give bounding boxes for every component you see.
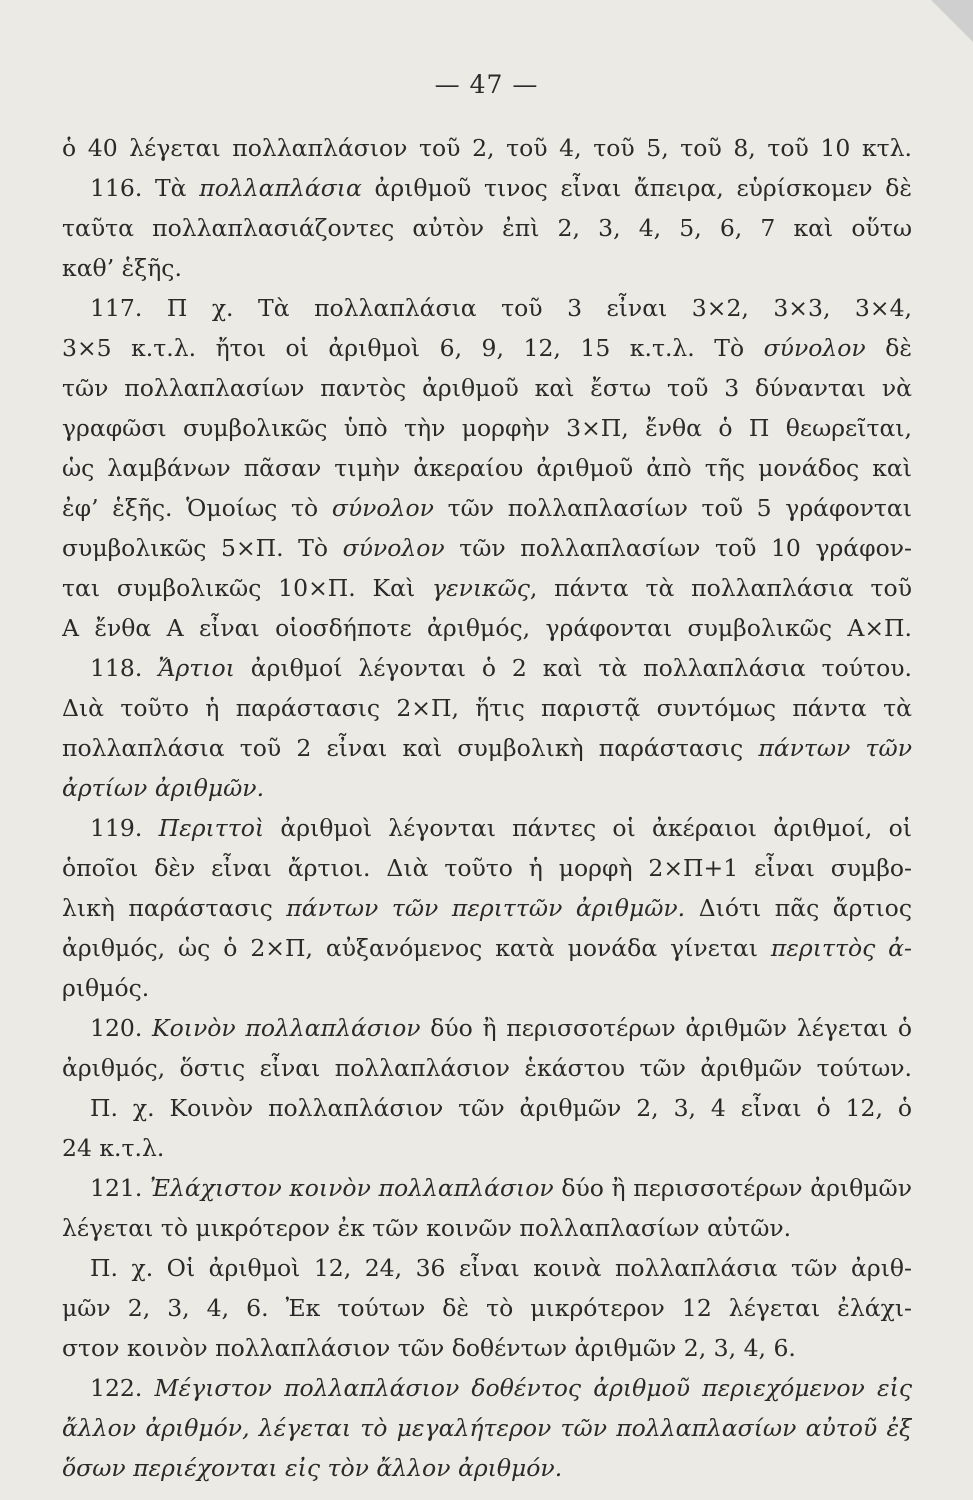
text-segment: τῶν πολλαπλασίων τοῦ 10 γράφον- bbox=[444, 534, 912, 562]
text-segment: ἀριθμοί λέγονται ὁ 2 καὶ τὰ πολλαπλάσια τούτου. bbox=[234, 654, 912, 682]
text-line bbox=[62, 208, 912, 248]
text-line bbox=[62, 1248, 912, 1288]
text-segment: , πάντα τὰ πολλαπλάσια τοῦ bbox=[529, 574, 912, 602]
page-number: — 47 — bbox=[434, 70, 539, 99]
text-segment: 117. Π χ. Τὰ πολλαπλάσια τοῦ 3 εἶναι 3×2, 3×3, 3×4, bbox=[90, 294, 912, 322]
text-segment: τῶν πολλαπλασίων παντὸς ἀριθμοῦ καὶ ἔστω τοῦ 3 δύνανται νὰ bbox=[62, 374, 912, 402]
text-segment: 118. bbox=[90, 654, 159, 682]
text-line bbox=[62, 968, 912, 1008]
text-segment: γραφῶσι συμβολικῶς ὑπὸ τὴν μορφὴν 3×Π, ἔνθα ὁ Π θεωρεῖται, bbox=[62, 414, 912, 442]
italic-term: ἄλλον ἀριθμόν, λέγεται τὸ μεγαλήτερον τῶν πολλαπλασίων αὐτοῦ ἐξ bbox=[62, 1414, 912, 1442]
italic-term: πάντων τῶν bbox=[758, 734, 912, 762]
italic-term: γενικῶς bbox=[432, 574, 530, 602]
text-line bbox=[62, 128, 912, 168]
italic-term: Μέγιστον πολλαπλάσιον δοθέντος ἀριθμοῦ περιεχόμενον εἰς bbox=[154, 1374, 912, 1402]
text-line bbox=[62, 328, 912, 368]
text-line bbox=[62, 1448, 912, 1488]
text-line bbox=[62, 1328, 912, 1368]
text-segment: 3×5 κ.τ.λ. ἤτοι οἱ ἀριθμοὶ 6, 9, 12, 15 κ.τ.λ. Τὸ bbox=[62, 334, 764, 362]
italic-term: ὅσων περιέχονται εἰς τὸν ἄλλον ἀριθμόν. bbox=[62, 1454, 563, 1482]
text-segment: 121. bbox=[90, 1174, 150, 1202]
text-segment: καθ’ ἑξῆς. bbox=[62, 254, 182, 282]
text-line bbox=[62, 248, 912, 288]
text-line bbox=[62, 1008, 912, 1048]
text-segment: Διότι πᾶς ἄρτιος bbox=[685, 894, 912, 922]
text-segment: 24 κ.τ.λ. bbox=[62, 1134, 165, 1162]
text-line bbox=[62, 568, 912, 608]
text-line bbox=[62, 1088, 912, 1128]
text-segment: στον κοινὸν πολλαπλάσιον τῶν δοθέντων ἀριθμῶν 2, 3, 4, 6. bbox=[62, 1334, 796, 1362]
text-line bbox=[62, 888, 912, 928]
text-segment: δύο ἢ περισσοτέρων ἀριθμῶν bbox=[553, 1174, 912, 1202]
text-segment: ριθμός. bbox=[62, 974, 150, 1002]
text-line bbox=[62, 168, 912, 208]
text-segment: μῶν 2, 3, 4, 6. Ἐκ τούτων δὲ τὸ μικρότερον 12 λέγεται ἐλάχι- bbox=[62, 1294, 912, 1322]
text-segment: τῶν πολλαπλασίων τοῦ 5 γράφονται bbox=[433, 494, 912, 522]
text-line bbox=[62, 1288, 912, 1328]
text-line bbox=[62, 528, 912, 568]
text-segment: Α ἔνθα Α εἶναι οἱοσδήποτε ἀριθμός, γράφονται συμβολικῶς Α×Π. bbox=[62, 614, 912, 642]
text-line bbox=[62, 1168, 912, 1208]
italic-term: πάντων τῶν περιττῶν ἀριθμῶν. bbox=[286, 894, 686, 922]
text-line bbox=[62, 728, 912, 768]
text-segment: δὲ bbox=[865, 334, 912, 362]
italic-term: Κοινὸν πολλαπλάσιον bbox=[152, 1014, 421, 1042]
text-segment: 120. bbox=[90, 1014, 153, 1042]
text-segment: συμβολικῶς 5×Π. Τὸ bbox=[62, 534, 343, 562]
text-line bbox=[62, 608, 912, 648]
text-line bbox=[62, 768, 912, 808]
text-line bbox=[62, 368, 912, 408]
italic-term: σύνολον bbox=[342, 534, 445, 562]
text-segment: 116. Τὰ bbox=[90, 174, 200, 202]
text-line bbox=[62, 448, 912, 488]
text-line bbox=[62, 688, 912, 728]
text-line bbox=[62, 488, 912, 528]
text-segment: 122. bbox=[90, 1374, 155, 1402]
text-line bbox=[62, 1208, 912, 1248]
italic-term: ἀρτίων ἀριθμῶν. bbox=[62, 774, 265, 802]
italic-term: περιττὸς ἀ- bbox=[770, 934, 912, 962]
text-segment: ἐφ’ ἑξῆς. Ὁμοίως τὸ bbox=[62, 494, 332, 522]
text-segment: Διὰ τοῦτο ἡ παράστασις 2×Π, ἥτις παριστᾷ συντόμως πάντα τὰ bbox=[62, 694, 912, 722]
text-segment: ὁποῖοι δὲν εἶναι ἄρτιοι. Διὰ τοῦτο ἡ μορφὴ 2×Π+1 εἶναι συμβο- bbox=[62, 854, 912, 882]
text-segment: ὡς λαμβάνων πᾶσαν τιμὴν ἀκεραίου ἀριθμοῦ ἀπὸ τῆς μονάδος καὶ bbox=[62, 454, 912, 482]
text-segment: ἀριθμοῦ τινος εἶναι ἄπειρα, εὑρίσκομεν δὲ bbox=[361, 174, 912, 202]
text-line bbox=[62, 1048, 912, 1088]
text-segment: ἀριθμός, ὅστις εἶναι πολλαπλάσιον ἑκάστου τῶν ἀριθμῶν τούτων. bbox=[62, 1054, 912, 1082]
text-line bbox=[62, 1408, 912, 1448]
italic-term: Περιττοὶ bbox=[158, 814, 265, 842]
text-segment: ἀριθμοὶ λέγονται πάντες οἱ ἀκέραιοι ἀριθμοί, οἱ bbox=[264, 814, 912, 842]
text-segment: ὁ 40 λέγεται πολλαπλάσιον τοῦ 2, τοῦ 4, τοῦ 5, τοῦ 8, τοῦ 10 κτλ. bbox=[62, 134, 912, 162]
body-text bbox=[62, 128, 912, 1488]
text-line bbox=[62, 1368, 912, 1408]
text-line bbox=[62, 808, 912, 848]
italic-term: σύνολον bbox=[331, 494, 434, 522]
page-corner bbox=[931, 0, 973, 42]
text-line bbox=[62, 288, 912, 328]
text-line bbox=[62, 928, 912, 968]
text-line bbox=[62, 848, 912, 888]
text-line bbox=[62, 648, 912, 688]
text-segment: Π. χ. Οἱ ἀριθμοὶ 12, 24, 36 εἶναι κοινὰ πολλαπλάσια τῶν ἀριθ- bbox=[90, 1254, 912, 1282]
text-line bbox=[62, 408, 912, 448]
text-segment: ἀριθμός, ὡς ὁ 2×Π, αὐξανόμενος κατὰ μονάδα γίνεται bbox=[62, 934, 771, 962]
italic-term: σύνολον bbox=[763, 334, 866, 362]
text-segment: ταῦτα πολλαπλασιάζοντες αὐτὸν ἐπὶ 2, 3, 4, 5, 6, 7 καὶ οὕτω bbox=[62, 214, 912, 242]
italic-term: πολλαπλάσια bbox=[199, 174, 362, 202]
text-line bbox=[62, 1128, 912, 1168]
text-segment: 119. bbox=[90, 814, 159, 842]
text-segment: ται συμβολικῶς 10×Π. Καὶ bbox=[62, 574, 432, 602]
text-segment: λικὴ παράστασις bbox=[62, 894, 287, 922]
italic-term: Ἄρτιοι bbox=[158, 654, 235, 682]
text-segment: πολλαπλάσια τοῦ 2 εἶναι καὶ συμβολικὴ παράστασις bbox=[62, 734, 759, 762]
text-segment: λέγεται τὸ μικρότερον ἐκ τῶν κοινῶν πολλαπλασίων αὐτῶν. bbox=[62, 1214, 792, 1242]
italic-term: Ἐλάχιστον κοινὸν πολλαπλάσιον bbox=[149, 1174, 554, 1202]
text-segment: Π. χ. Κοινὸν πολλαπλάσιον τῶν ἀριθμῶν 2, 3, 4 εἶναι ὁ 12, ὁ bbox=[90, 1094, 912, 1122]
text-segment: δύο ἢ περισσοτέρων ἀριθμῶν λέγεται ὁ bbox=[420, 1014, 912, 1042]
